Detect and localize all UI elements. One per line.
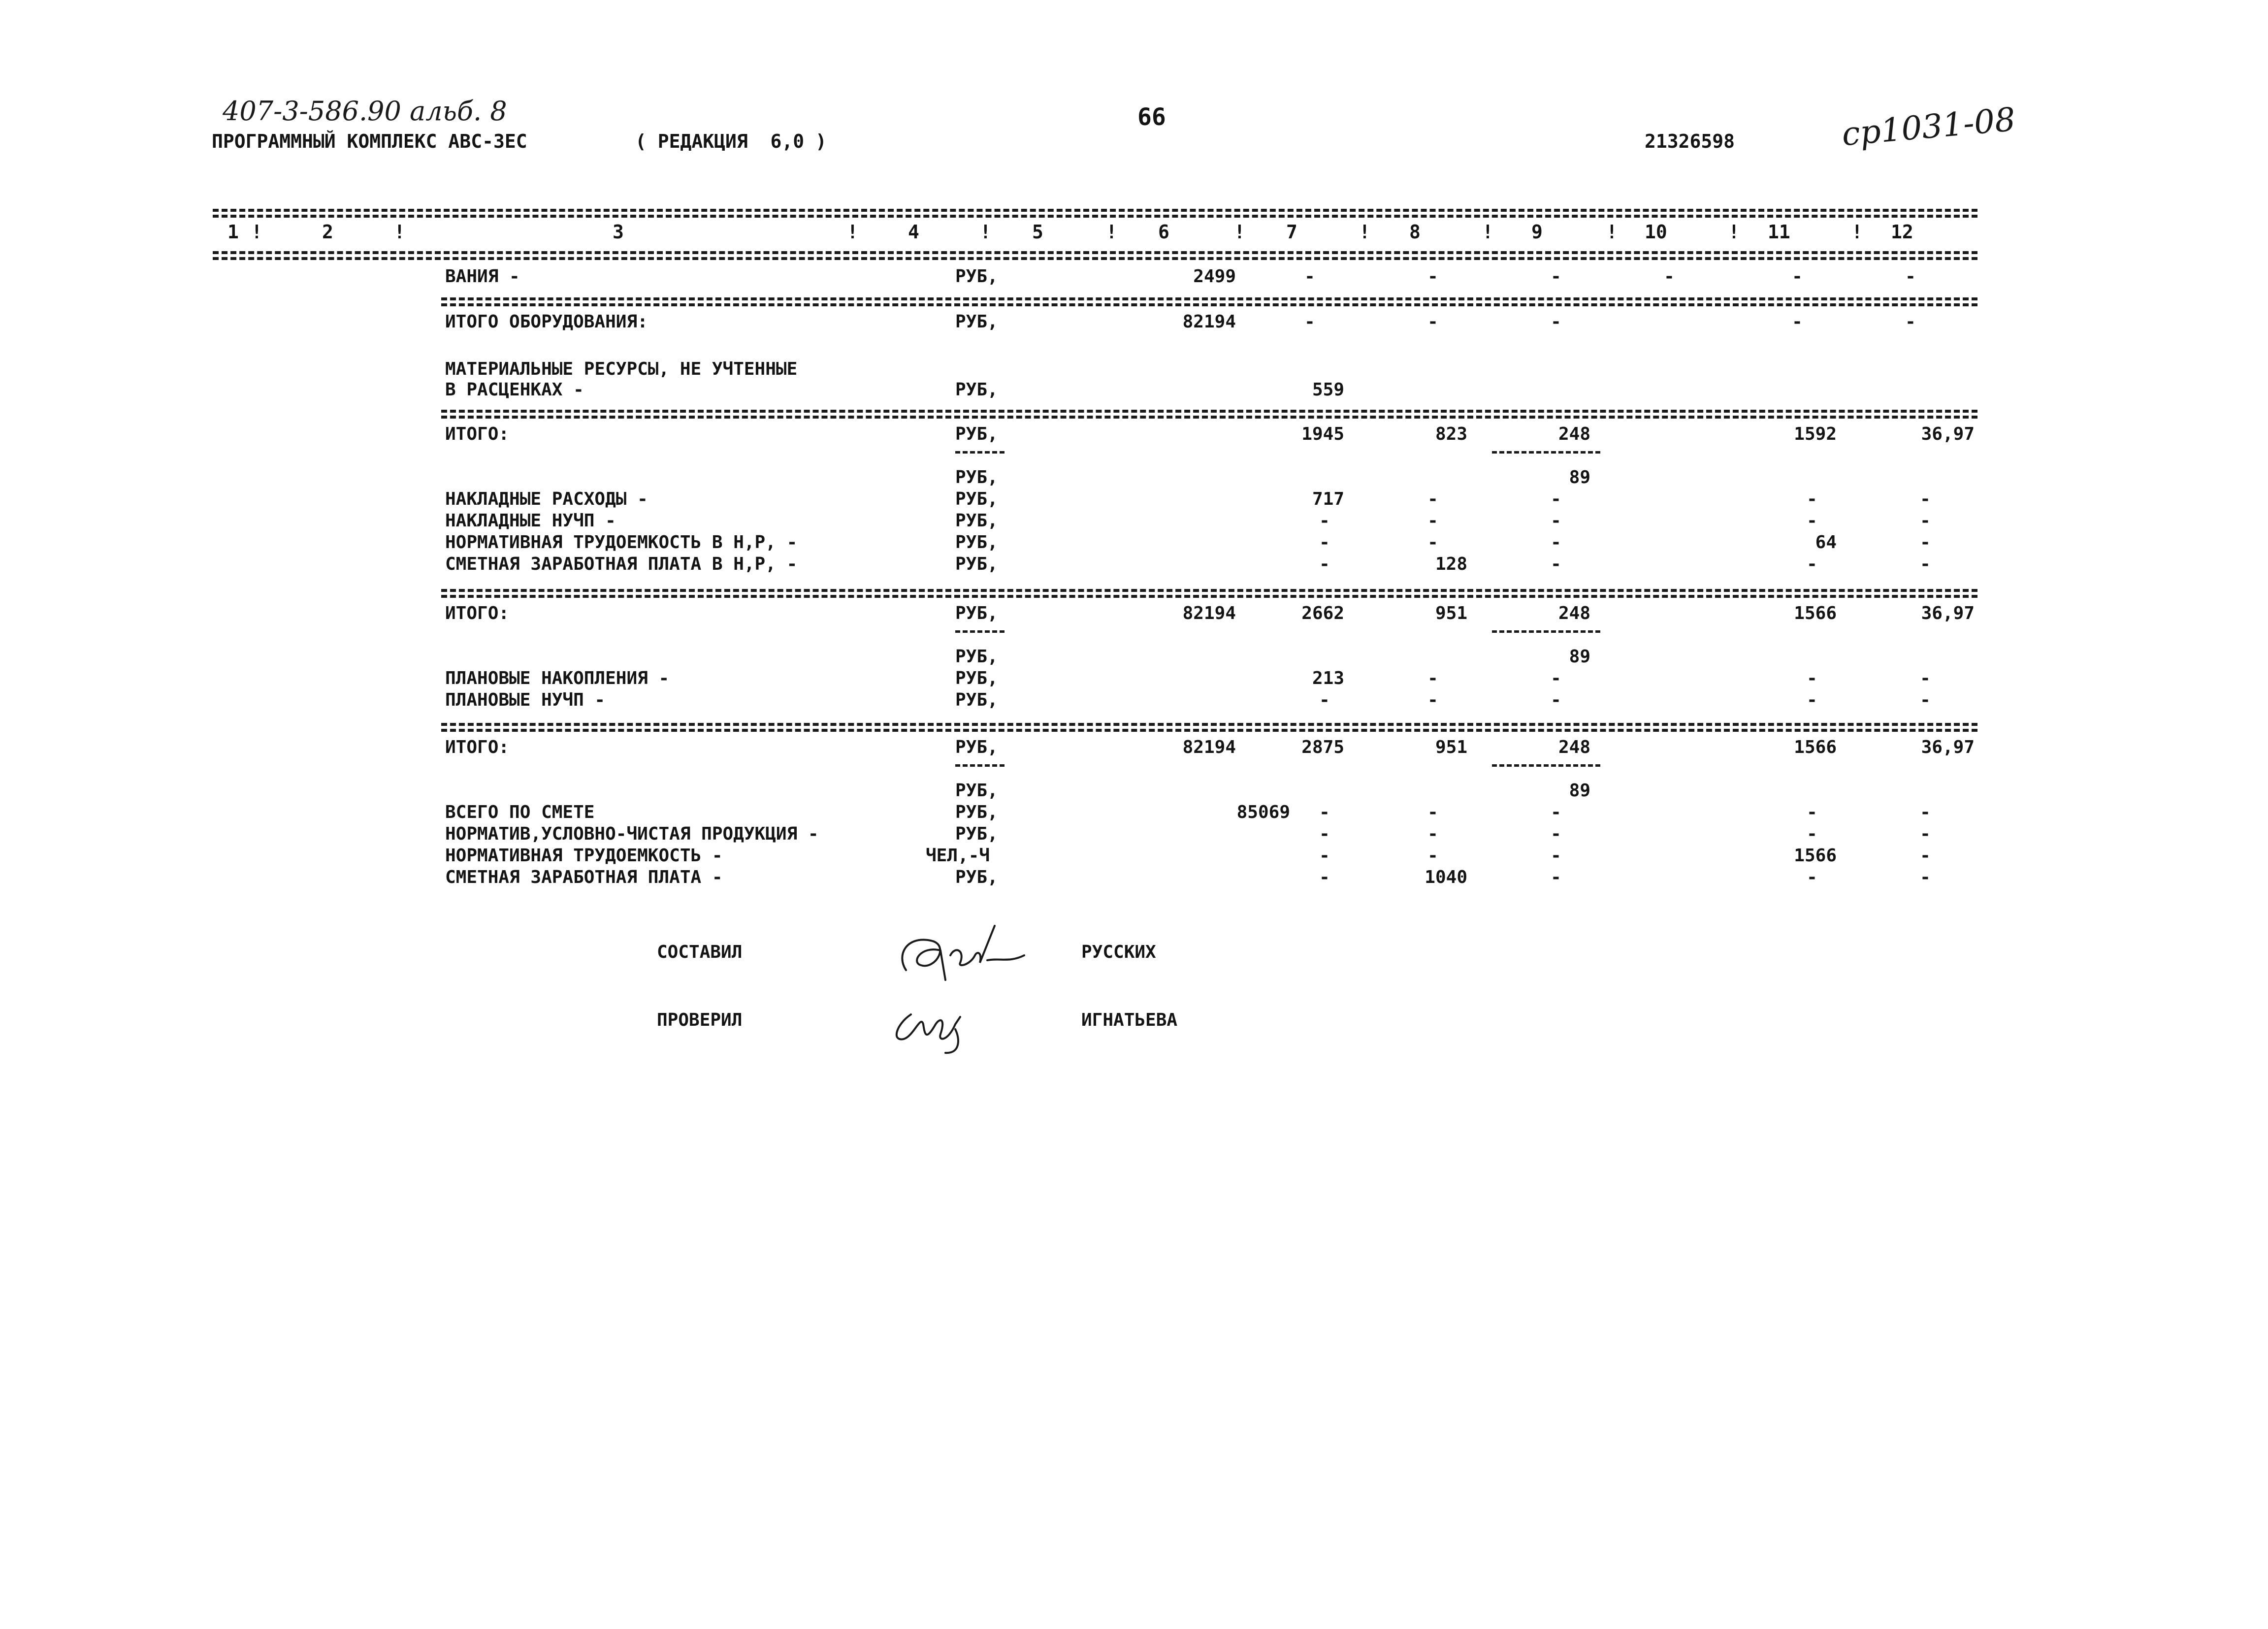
checked-name: ИГНАТЬЕВА: [1081, 1010, 1178, 1030]
program-name: ПРОГРАММНЫЙ КОМПЛЕКС АВС-ЗЕС: [212, 130, 527, 152]
col-12-header: 12: [1891, 221, 1913, 243]
col-1-header: 1: [227, 221, 239, 243]
handwritten-code: ср1031-08: [1840, 100, 2017, 154]
col-9-header: 9: [1531, 221, 1543, 243]
header-bottom-rule: [213, 251, 1977, 254]
col-4-header: 4: [908, 221, 919, 243]
col-7-header: 7: [1286, 221, 1297, 243]
document-code: 21326598: [1645, 130, 1735, 152]
table-top-rule: [213, 209, 1977, 212]
document-page: 407-3-586.90 альб. 8 ПРОГРАММНЫЙ КОМПЛЕКС АВС-ЗЕС ( РЕДАКЦИЯ 6,0 ) 66 21326598 ср1031-08 1 ! 2 ! 3 ! 4 ! 5 ! 6 ! 7 ! 8 ! 9 ! 10 ! 11 ! 12 ВАНИЯ - РУБ, 2499 - - - - - - ИТОГО ОБОРУДОВАНИЯ: РУБ, 82194 - - - - - МАТЕРИАЛЬНЫЕ РЕСУРСЫ, НЕ УЧТЕННЫЕ В РАСЦЕНКАХ - РУБ, 559 ИТОГО: РУБ, 1945 823 248 1592 36,97 РУБ, 89 НАКЛАДНЫЕ РАСХОДЫ - РУБ, 717 - - - - НАКЛАДНЫЕ НУЧП - РУБ, - - - - - НОРМАТИВНАЯ ТРУДОЕМКОСТЬ В Н,Р, - РУБ, - - - 64 - СМЕТНАЯ ЗАРАБОТНАЯ ПЛАТА В Н,Р, - РУБ, - 128 - - - ИТОГО: РУБ, 82194 2662 951 248 1566 36,97 РУБ, 89 ПЛАНОВЫЕ НАКОПЛЕНИЯ - РУБ, 213 - - - - ПЛАНОВЫЕ НУЧП - РУБ, - - - - - ИТОГО: РУБ, 82194 2875 951 248 1566 36,97 РУБ, 89 ВСЕГО ПО СМЕТЕ РУБ, 85069 - - - - - НОРМАТИВ,УСЛОВНО-ЧИСТАЯ ПРОДУКЦИЯ - РУБ, - - - - - НОРМАТИВНАЯ ТРУДОЕМКОСТЬ - ЧЕЛ,-Ч - - - 1566 - СМЕТНАЯ ЗАРАБОТНАЯ ПЛАТА - РУБ, - 1040 - - - СОСТАВИЛ РУССКИХ ПРОВЕРИЛ ИГНАТЬЕВА: [0, 0, 2268, 1629]
col-8-header: 8: [1409, 221, 1421, 243]
checked-label: ПРОВЕРИЛ: [657, 1010, 743, 1030]
compiled-label: СОСТАВИЛ: [657, 942, 743, 962]
col-10-header: 10: [1645, 221, 1667, 243]
edition: ( РЕДАКЦИЯ 6,0 ): [635, 130, 827, 152]
col-6-header: 6: [1158, 221, 1169, 243]
page-number: 66: [1137, 103, 1166, 131]
col-3-header: 3: [613, 221, 624, 243]
signature-ignatieva: [886, 995, 995, 1059]
col-2-header: 2: [322, 221, 333, 243]
header-bottom-rule-2: [213, 257, 1977, 260]
col-11-header: 11: [1768, 221, 1790, 243]
signature-russkikh: [886, 916, 1034, 990]
col-5-header: 5: [1032, 221, 1043, 243]
compiled-name: РУССКИХ: [1081, 942, 1156, 962]
handwritten-reference: 407-3-586.90 альб. 8: [223, 96, 507, 127]
table-top-rule-2: [213, 215, 1977, 218]
